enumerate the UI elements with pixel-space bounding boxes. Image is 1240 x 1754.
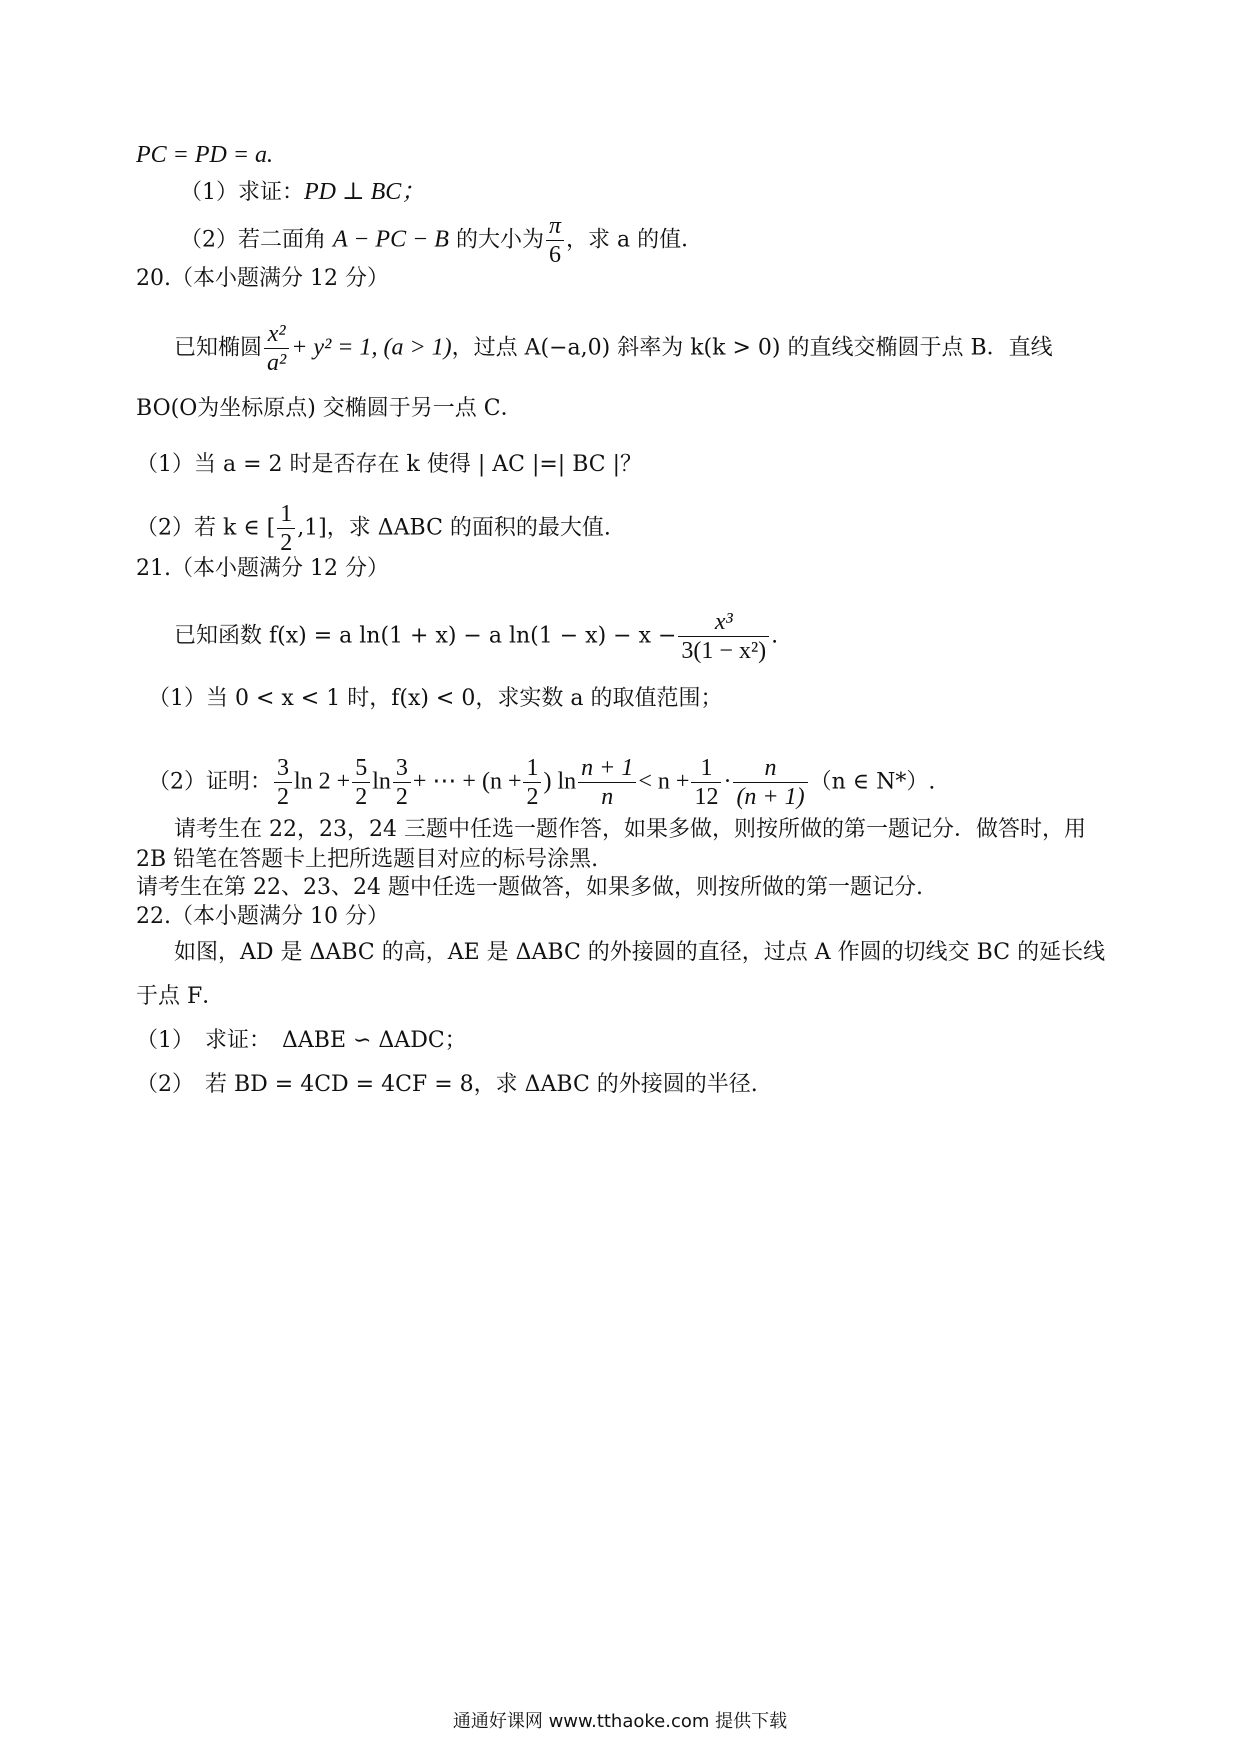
note-1-cont: 2B 铅笔在答题卡上把所选题目对应的标号涂黑. <box>136 847 599 872</box>
q19-condition: PC = PD = a. <box>136 142 274 168</box>
footer-source: 通通好课网 www.tthaoke.com 提供下载 <box>452 1711 788 1732</box>
q21-part2: （2）证明： $\frac{3}{2}$ ln 2 + $\frac{5}{2}$ ln $\frac{3}{2}$ + ⋯ + (n + $\frac{1}{2}$ ) ln $\frac{n + 1}{n}$ < n + $\frac{1}{12}$ · $\frac{n}{(n + 1)}$ （n ∈ N*）. <box>148 755 936 810</box>
q20-header: 20.（本小题满分 12 分） <box>136 266 389 291</box>
fraction: $\frac{\text{x³}}{\text{3(1 − x²)}}$ <box>678 608 769 665</box>
fraction: $\frac{5}{2}$ <box>352 754 370 811</box>
q21-part1: （1）当 0 < x < 1 时，f(x) < 0，求实数 a 的取值范围； <box>148 686 723 711</box>
q22-stem: 如图，AD 是 ΔABC 的高，AE 是 ΔABC 的外接圆的直径，过点 A 作圆的切线交 BC 的延长线 <box>174 940 1106 965</box>
note-2: 请考生在第 22、23、24 题中任选一题做答，如果多做，则按所做的第一题记分. <box>136 875 923 900</box>
fraction: $\frac{1}{2}$ <box>277 500 295 557</box>
q19-part1: （1）求证：PD ⊥ BC； <box>180 179 426 205</box>
q22-stem-cont: 于点 F． <box>136 984 225 1009</box>
q21-stem: 已知函数 f(x) = a ln(1 + x) − a ln(1 − x) − x − $\frac{\text{x³}}{\text{3(1 − x²)}}$ . <box>174 609 779 664</box>
q21-header: 21.（本小题满分 12 分） <box>136 556 389 581</box>
fraction: $\frac{\text{x²}}{\text{a²}}$ <box>264 320 289 377</box>
q22-header: 22.（本小题满分 10 分） <box>136 904 389 929</box>
fraction: $\frac{1}{12}$ <box>691 754 721 811</box>
fraction: $\frac{n}{(n + 1)}$ <box>733 754 807 811</box>
q22-part1: （1） 求证： ΔABE ∽ ΔADC； <box>136 1028 467 1053</box>
q20-stem-cont: BO(O为坐标原点) 交椭圆于另一点 C． <box>136 396 523 421</box>
fraction: $\frac{1}{2}$ <box>523 754 541 811</box>
q22-part2: （2） 若 BD = 4CD = 4CF = 8，求 ΔABC 的外接圆的半径. <box>136 1072 758 1097</box>
fraction: $\frac{n + 1}{n}$ <box>578 754 636 811</box>
fraction: $\frac{3}{2}$ <box>393 754 411 811</box>
note-1: 请考生在 22，23，24 三题中任选一题作答，如果多做，则按所做的第一题记分．做答时，用 <box>174 817 1086 842</box>
q20-stem: 已知椭圆 $\frac{\text{x²}}{\text{a²}}$ + y² = 1, (a > 1)，过点 A(−a,0) 斜率为 k(k > 0) 的直线交椭圆于点 B．直线 <box>174 321 1053 376</box>
fraction: $\frac{\pi}{6}$ <box>546 212 564 269</box>
q20-part2: （2）若 k ∈ [ $\frac{1}{2}$ ,1]，求 ΔABC 的面积的最大值. <box>136 501 611 556</box>
q19-part2: （2）若二面角 A − PC − B 的大小为 $\frac{\pi}{6}$ ，求 a 的值． <box>180 213 704 268</box>
q20-part1: （1）当 a = 2 时是否存在 k 使得 | AC |=| BC |？ <box>136 452 643 477</box>
fraction: $\frac{3}{2}$ <box>274 754 292 811</box>
